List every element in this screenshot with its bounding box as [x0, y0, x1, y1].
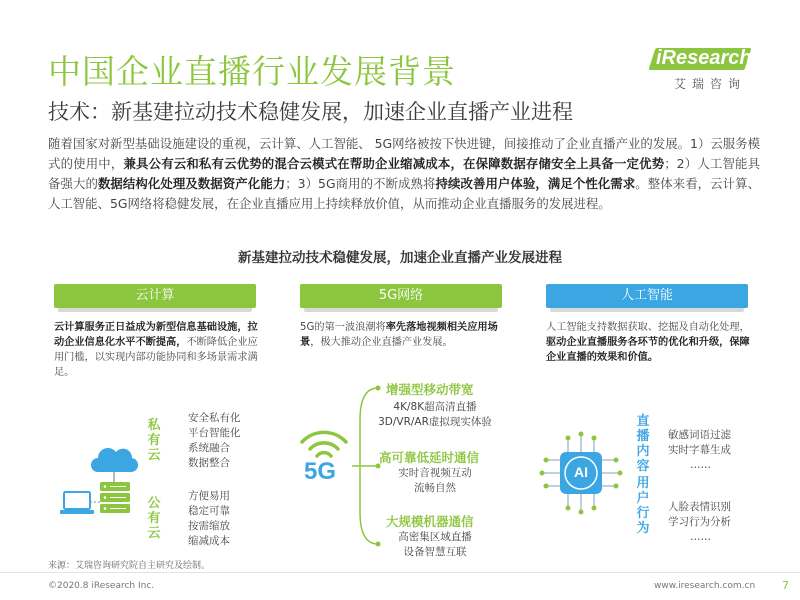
intro-bold-3: 持续改善用户体验，满足个性化需求: [435, 176, 636, 191]
private-cloud-items: [188, 411, 241, 471]
tab-cloud-computing: 云计算: [54, 284, 256, 308]
5g-mmtc-items: [360, 530, 510, 560]
intro-text-2: ；2）人工智能具备强大的: [48, 156, 761, 191]
ai-desc-pre: 人工智能支持数据获取、挖掘及自动化处理，: [546, 322, 750, 333]
list-item: 平台智能化: [188, 427, 241, 439]
intro-bold-2: 数据结构化处理及数据资产化能力: [97, 176, 286, 191]
cloud-desc-bold: 云计算服务正日益成为新型信息基础设施，拉动企业信息化水平不断提高，: [54, 322, 258, 348]
tab-5g-network: 5G网络: [300, 284, 502, 308]
5g-category-mmtc: 大规模机器通信: [386, 514, 474, 529]
ai-content-items: [668, 428, 731, 473]
page-number: 7: [782, 579, 789, 592]
intro-paragraph: [48, 134, 760, 214]
intro-bold-1: 兼具公有云和私有云优势的混合云模式在帮助企业缩减成本，在保障数据存储安全上具备一定优势: [123, 156, 665, 171]
list-item: 系统融合: [188, 442, 230, 454]
list-item: 安全私有化: [188, 412, 241, 424]
copyright-text: ©2020.8 iResearch Inc.: [48, 581, 155, 591]
list-item: 高密集区域直播: [398, 531, 472, 543]
private-cloud-label: 私 有 云: [147, 418, 161, 463]
list-item: 敏感词语过滤: [668, 429, 731, 441]
list-item: 数据整合: [188, 457, 230, 469]
5g-urllc-items: [360, 466, 510, 496]
ai-description: [546, 320, 752, 365]
5g-icon-label: 5G: [304, 458, 337, 485]
public-cloud-label: 公 有 云: [147, 496, 161, 541]
intro-text-4: 。整体来看，云计算、人工智能、5G网络将稳健发展，在企业直播应用上持续释放价值，从而推动企业直播服务的发展进程。: [48, 176, 761, 211]
ai-user-behavior-label: 用 户 行 为: [636, 476, 650, 536]
diagram-title: 新基建拉动技术稳健发展，加速企业直播产业发展进程: [238, 250, 562, 266]
list-item: 实时音视频互动: [398, 467, 472, 479]
tab-artificial-intelligence: 人工智能: [546, 284, 748, 308]
website-url: www.iresearch.com.cn: [654, 581, 756, 591]
5g-embb-items: [360, 400, 510, 430]
list-item: 缩减成本: [188, 535, 230, 547]
list-item: 按需缩放: [188, 520, 230, 532]
list-item: ……: [690, 531, 711, 543]
list-item: 稳定可靠: [188, 505, 230, 517]
logo-text: iResearch: [656, 47, 752, 69]
list-item: 学习行为分析: [668, 516, 731, 528]
list-item: 流畅自然: [414, 482, 456, 494]
iresearch-logo: [646, 44, 756, 100]
page-title: 中国企业直播行业发展背景: [48, 52, 456, 91]
public-cloud-items: [188, 489, 230, 549]
5g-desc-post: ，极大推动企业直播产业发展。: [310, 337, 453, 348]
list-item: 实时字幕生成: [668, 444, 731, 456]
5g-desc-pre: 5G的第一波浪潮将: [300, 322, 386, 333]
list-item: 3D/VR/AR虚拟现实体验: [378, 416, 492, 428]
source-note: 来源：艾瑞咨询研究院自主研究及绘制。: [48, 561, 211, 571]
footer-divider: [0, 572, 800, 573]
list-item: 方便易用: [188, 490, 230, 502]
list-item: 人脸表情识别: [668, 501, 731, 513]
logo-cn-text: 艾瑞咨询: [674, 77, 747, 91]
list-item: 设备智慧互联: [403, 546, 467, 558]
intro-text-3: ；3）5G商用的不断成熟将: [285, 176, 436, 191]
ai-live-content-label: 直 播 内 容: [636, 414, 650, 474]
list-item: 4K/8K超高清直播: [393, 401, 477, 413]
ai-icon-label: AI: [574, 464, 588, 480]
cloud-description: [54, 320, 260, 380]
list-item: ……: [690, 459, 711, 471]
5g-desc-bold: 率先落地视频相关应用场景: [300, 322, 498, 348]
5g-category-embb: 增强型移动带宽: [386, 382, 474, 397]
ai-desc-bold: 驱动企业直播服务各环节的优化和升级，保障企业直播的效果和价值。: [546, 337, 750, 363]
5g-description: [300, 320, 506, 350]
page-subtitle: 技术：新基建拉动技术稳健发展，加速企业直播产业进程: [48, 100, 573, 124]
5g-category-urllc: 高可靠低延时通信: [379, 450, 480, 465]
ai-behavior-items: [668, 500, 731, 545]
cloud-server-icon: [58, 436, 148, 526]
intro-text-1: 随着国家对新型基础设施建设的重视，云计算、人工智能、 5G网络被按下快进键，间接推动了企业直播产业的发展。1）云服务模式的使用中，: [48, 136, 760, 171]
cloud-desc-rest: 不断降低企业应用门槛，以实现内部功能协同和多场景需求满足。: [54, 337, 258, 378]
